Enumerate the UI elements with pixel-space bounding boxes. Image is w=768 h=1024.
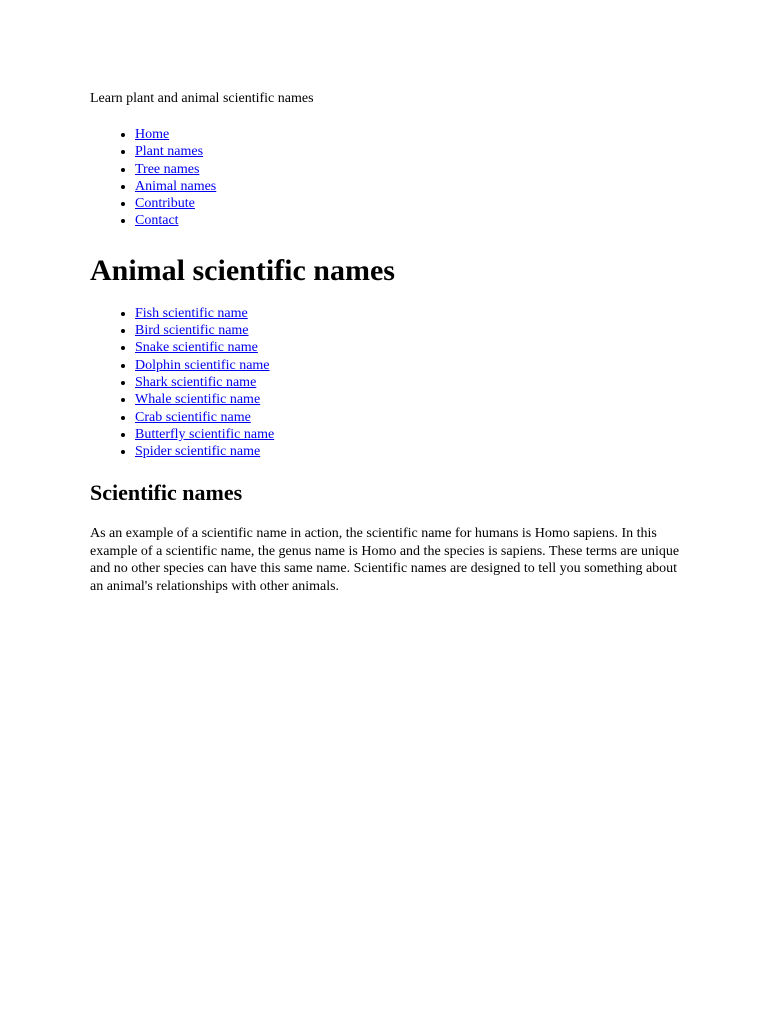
section-paragraph: As an example of a scientific name in action, the scientific name for humans is Homo sapiens. In this example of a scientific name, the genus name is Homo and the species is sapiens. These terms are unique and no other species can have this same name. Scientific names are designed to tell you something about an animal's relationships with other animals. <box>90 526 680 594</box>
whale-scientific-name-link[interactable]: Whale scientific name <box>135 392 261 408</box>
snake-scientific-name-link[interactable]: Snake scientific name <box>135 340 258 356</box>
dolphin-scientific-name-link[interactable]: Dolphin scientific name <box>135 357 270 373</box>
nav-link-contribute[interactable]: Contribute <box>135 196 195 212</box>
nav-link-plant-names[interactable]: Plant names <box>135 144 204 160</box>
list-item <box>135 443 690 460</box>
nav-item-home <box>135 126 690 143</box>
animal-links-list <box>90 305 690 461</box>
main-nav <box>90 126 690 230</box>
page-content <box>90 90 690 595</box>
page-title: Animal scientific names <box>90 253 395 287</box>
list-item <box>135 322 690 339</box>
nav-item-plant-names <box>135 143 690 160</box>
butterfly-scientific-name-link[interactable]: Butterfly scientific name <box>135 426 275 442</box>
list-item <box>135 305 690 322</box>
list-item <box>135 426 690 443</box>
section-title: Scientific names <box>90 480 243 506</box>
list-item <box>135 339 690 356</box>
nav-item-contact <box>135 212 690 229</box>
site-tagline: Learn plant and animal scientific names <box>90 91 314 106</box>
nav-item-contribute <box>135 195 690 212</box>
nav-link-contact[interactable]: Contact <box>135 213 179 229</box>
nav-link-animal-names[interactable]: Animal names <box>135 178 217 194</box>
spider-scientific-name-link[interactable]: Spider scientific name <box>135 444 261 460</box>
nav-link-tree-names[interactable]: Tree names <box>135 161 200 177</box>
shark-scientific-name-link[interactable]: Shark scientific name <box>135 374 257 390</box>
crab-scientific-name-link[interactable]: Crab scientific name <box>135 409 251 425</box>
list-item <box>135 357 690 374</box>
nav-item-tree-names <box>135 161 690 178</box>
bird-scientific-name-link[interactable]: Bird scientific name <box>135 323 249 339</box>
list-item <box>135 374 690 391</box>
list-item <box>135 391 690 408</box>
list-item <box>135 409 690 426</box>
nav-item-animal-names <box>135 178 690 195</box>
fish-scientific-name-link[interactable]: Fish scientific name <box>135 305 248 321</box>
nav-link-home[interactable]: Home <box>135 127 170 142</box>
